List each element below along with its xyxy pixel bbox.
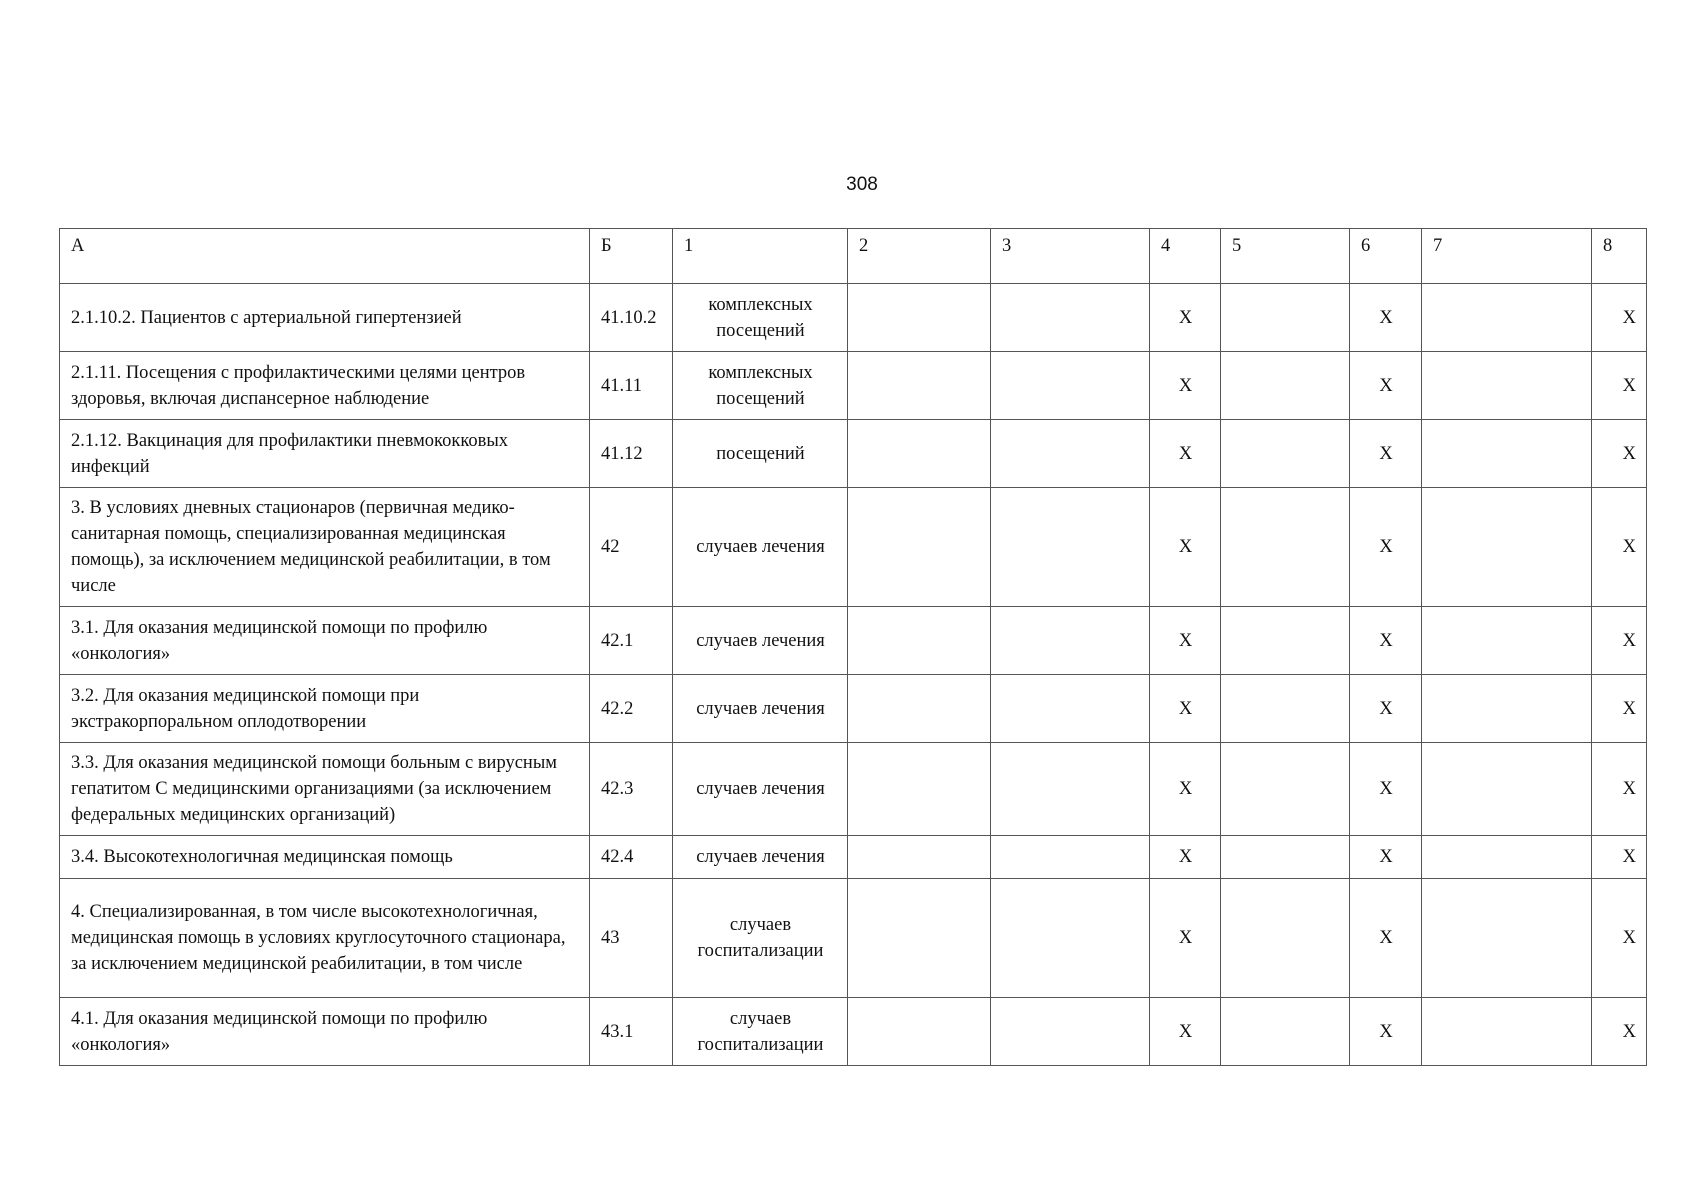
header-cell: А [60, 229, 590, 284]
row-col4-cell: Х [1150, 488, 1221, 607]
row-col5-cell [1221, 836, 1350, 879]
row-col6-cell: Х [1350, 879, 1422, 998]
data-table [59, 228, 1647, 1066]
row-name-cell: 3. В условиях дневных стационаров (первичная медико-санитарная помощь, специализированная медицинская помощь), за исключением медицинской реабилитации, в том числе [60, 488, 590, 607]
row-code-cell: 42.1 [590, 607, 673, 675]
row-col5-cell [1221, 352, 1350, 420]
row-col3-cell [991, 607, 1150, 675]
row-col8-cell: Х [1592, 879, 1647, 998]
table-body [60, 229, 1647, 1066]
row-col5-cell [1221, 607, 1350, 675]
header-cell: 2 [848, 229, 991, 284]
row-col3-cell [991, 743, 1150, 836]
row-col7-cell [1422, 284, 1592, 352]
row-code-cell: 41.11 [590, 352, 673, 420]
row-col7-cell [1422, 879, 1592, 998]
row-col7-cell [1422, 743, 1592, 836]
row-code-cell: 42.4 [590, 836, 673, 879]
row-unit-cell: случаев лечения [673, 743, 848, 836]
row-unit-cell: посещений [673, 420, 848, 488]
row-col8-cell: Х [1592, 675, 1647, 743]
row-col8-cell: Х [1592, 284, 1647, 352]
row-col6-cell: Х [1350, 352, 1422, 420]
table-row [60, 998, 1647, 1066]
row-col8-cell: Х [1592, 836, 1647, 879]
table-row [60, 284, 1647, 352]
row-col3-cell [991, 488, 1150, 607]
row-name-cell: 4.1. Для оказания медицинской помощи по профилю «онкология» [60, 998, 590, 1066]
row-col3-cell [991, 879, 1150, 998]
row-unit-cell: случаев госпитализации [673, 998, 848, 1066]
row-col8-cell: Х [1592, 352, 1647, 420]
row-col7-cell [1422, 836, 1592, 879]
row-col6-cell: Х [1350, 284, 1422, 352]
row-name-cell: 3.4. Высокотехнологичная медицинская помощь [60, 836, 590, 879]
row-code-cell: 42.2 [590, 675, 673, 743]
row-col2-cell [848, 675, 991, 743]
row-col3-cell [991, 998, 1150, 1066]
row-name-cell: 2.1.11. Посещения с профилактическими целями центров здоровья, включая диспансерное наблюдение [60, 352, 590, 420]
row-col7-cell [1422, 607, 1592, 675]
row-code-cell: 42.3 [590, 743, 673, 836]
header-cell: Б [590, 229, 673, 284]
row-col7-cell [1422, 352, 1592, 420]
row-col2-cell [848, 284, 991, 352]
row-col4-cell: Х [1150, 284, 1221, 352]
row-col4-cell: Х [1150, 352, 1221, 420]
row-code-cell: 42 [590, 488, 673, 607]
row-col4-cell: Х [1150, 879, 1221, 998]
table-row [60, 420, 1647, 488]
row-unit-cell: случаев лечения [673, 607, 848, 675]
row-col2-cell [848, 488, 991, 607]
row-code-cell: 41.10.2 [590, 284, 673, 352]
row-col4-cell: Х [1150, 607, 1221, 675]
header-cell: 1 [673, 229, 848, 284]
row-code-cell: 43 [590, 879, 673, 998]
row-col2-cell [848, 836, 991, 879]
row-name-cell: 3.3. Для оказания медицинской помощи больным с вирусным гепатитом С медицинскими организациями (за исключением федеральных медицинских организаций) [60, 743, 590, 836]
row-col8-cell: Х [1592, 420, 1647, 488]
row-col5-cell [1221, 284, 1350, 352]
row-col5-cell [1221, 743, 1350, 836]
row-col5-cell [1221, 675, 1350, 743]
row-col2-cell [848, 998, 991, 1066]
row-col8-cell: Х [1592, 607, 1647, 675]
row-col6-cell: Х [1350, 607, 1422, 675]
row-col5-cell [1221, 488, 1350, 607]
row-col4-cell: Х [1150, 420, 1221, 488]
row-col4-cell: Х [1150, 675, 1221, 743]
table-row [60, 675, 1647, 743]
row-col2-cell [848, 420, 991, 488]
row-name-cell: 4. Специализированная, в том числе высокотехнологичная, медицинская помощь в условиях круглосуточного стационара, за исключением медицинской реабилитации, в том числе [60, 879, 590, 998]
row-col4-cell: Х [1150, 998, 1221, 1066]
header-cell: 4 [1150, 229, 1221, 284]
row-unit-cell: случаев госпитализации [673, 879, 848, 998]
header-cell: 6 [1350, 229, 1422, 284]
row-col3-cell [991, 352, 1150, 420]
table-row [60, 743, 1647, 836]
row-col5-cell [1221, 420, 1350, 488]
row-name-cell: 3.2. Для оказания медицинской помощи при экстракорпоральном оплодотворении [60, 675, 590, 743]
row-col5-cell [1221, 879, 1350, 998]
row-col7-cell [1422, 420, 1592, 488]
table-row [60, 488, 1647, 607]
row-col3-cell [991, 284, 1150, 352]
row-col7-cell [1422, 998, 1592, 1066]
row-col7-cell [1422, 675, 1592, 743]
table-row [60, 607, 1647, 675]
row-col2-cell [848, 352, 991, 420]
row-col2-cell [848, 743, 991, 836]
row-unit-cell: случаев лечения [673, 675, 848, 743]
row-name-cell: 3.1. Для оказания медицинской помощи по профилю «онкология» [60, 607, 590, 675]
row-col2-cell [848, 879, 991, 998]
row-col8-cell: Х [1592, 743, 1647, 836]
row-col3-cell [991, 836, 1150, 879]
table-header-row [60, 229, 1647, 284]
header-cell: 7 [1422, 229, 1592, 284]
row-col6-cell: Х [1350, 488, 1422, 607]
header-cell: 3 [991, 229, 1150, 284]
row-col7-cell [1422, 488, 1592, 607]
table-row [60, 352, 1647, 420]
row-code-cell: 41.12 [590, 420, 673, 488]
row-unit-cell: комплексных посещений [673, 284, 848, 352]
row-col2-cell [848, 607, 991, 675]
table-row [60, 879, 1647, 998]
row-col6-cell: Х [1350, 836, 1422, 879]
row-col8-cell: Х [1592, 998, 1647, 1066]
row-col8-cell: Х [1592, 488, 1647, 607]
row-col3-cell [991, 420, 1150, 488]
row-col6-cell: Х [1350, 420, 1422, 488]
row-col4-cell: Х [1150, 836, 1221, 879]
row-code-cell: 43.1 [590, 998, 673, 1066]
row-unit-cell: случаев лечения [673, 836, 848, 879]
row-col6-cell: Х [1350, 743, 1422, 836]
row-col6-cell: Х [1350, 998, 1422, 1066]
row-col6-cell: Х [1350, 675, 1422, 743]
row-name-cell: 2.1.12. Вакцинация для профилактики пневмококковых инфекций [60, 420, 590, 488]
row-col4-cell: Х [1150, 743, 1221, 836]
header-cell: 8 [1592, 229, 1647, 284]
row-col5-cell [1221, 998, 1350, 1066]
table-row [60, 836, 1647, 879]
page-number: 308 [846, 174, 878, 195]
row-col3-cell [991, 675, 1150, 743]
row-unit-cell: комплексных посещений [673, 352, 848, 420]
row-name-cell: 2.1.10.2. Пациентов с артериальной гипертензией [60, 284, 590, 352]
row-unit-cell: случаев лечения [673, 488, 848, 607]
header-cell: 5 [1221, 229, 1350, 284]
